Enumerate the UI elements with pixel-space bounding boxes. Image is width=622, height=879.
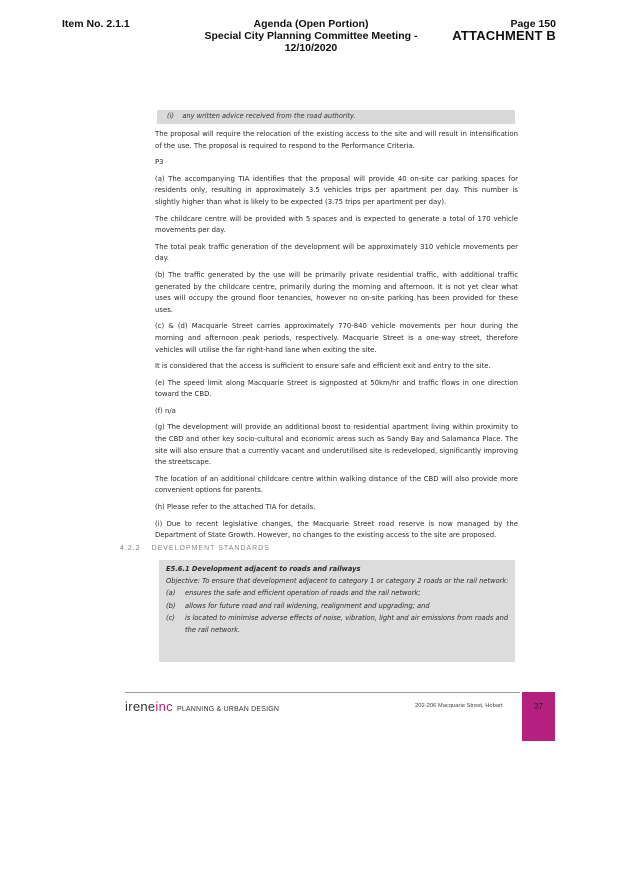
paragraph: (h) Please refer to the attached TIA for details. [155,503,316,512]
standard-item [166,587,510,599]
paragraph: It is considered that the access is sufficient to ensure safe and efficient exit and entry to the site. [155,362,491,371]
brand-inc: inc [155,699,173,714]
paragraph: The total peak traffic generation of the development will be approximately 310 vehicle movements per day. [155,242,518,263]
page-label: Page 150 [510,18,556,30]
section-heading [120,545,270,552]
brand-logo [125,698,279,716]
agenda-title [180,18,442,54]
paragraph: (c) & (d) Macquarie Street carries approximately 770-840 vehicle movements per hour during the morning and afternoon peak periods, respectively. Macquarie Street is a one-way street, therefore vehicles will utilise the far right-hand lane when exiting the site. [155,322,518,354]
paragraph: The location of an additional childcare centre within walking distance of the CBD will also provide more convenient options for parents. [155,474,518,495]
footer-address: 202-206 Macquarie Street, Hobart [415,703,503,709]
paragraph: The proposal will require the relocation of the existing access to the site and will result in intensification of the use. The proposal is required to respond to the Performance Criteria. [155,130,518,150]
body-text [155,129,518,547]
attachment-label: ATTACHMENT B [452,28,556,43]
page-header [0,0,622,54]
standard-item-key: (b) [166,601,176,610]
standard-item [166,612,510,636]
brand-tagline: PLANNING & URBAN DESIGN [176,706,280,713]
paragraph: (g) The development will provide an additional boost to residential apartment living within proximity to the CBD and other key socio-cultural and economic areas such as Sandy Bay and Salamanca Place. The site will also ensure that a currently vacant and underutilised site is redeveloped, significantly improving the streetscape. [155,423,518,467]
standard-item-text: is located to minimise adverse effects of noise, vibration, light and air emissions from roads and the rail network. [185,613,509,635]
standard-item-key: (c) [166,613,175,622]
quote-box-text: (i) any written advice received from the road authority. [167,112,356,120]
paragraph: P3 [155,158,164,167]
paragraph: The childcare centre will be provided with 5 spaces and is expected to generate a total of 170 vehicle movements per day. [155,214,518,235]
paragraph: (i) Due to recent legislative changes, the Macquarie Street road reserve is now managed by the Department of State Growth. However, no changes to the existing access to the site are proposed. [155,519,518,540]
paragraph: (e) The speed limit along Macquarie Street is signposted at 50km/hr and traffic flows in one direction toward the CBD. [155,378,518,399]
paragraph: (b) The traffic generated by the use will be primarily private residential traffic, with additional traffic generated by the childcare centre, primarily during the morning and afternoon. It is not yet clear what uses will occupy the ground floor tenancies, however no on-site parking has been provided for these uses. [155,270,518,314]
agenda-line-2: Special City Planning Committee Meeting - 12/10/2020 [204,30,418,54]
standard-objective: Objective: To ensure that development adjacent to category 1 or category 2 roads or the rail network: [166,577,509,586]
page-label-block [452,18,556,42]
brand-irene: irene [125,699,156,714]
standard-box-content [166,563,510,636]
section-title: DEVELOPMENT STANDARDS [151,545,270,552]
page-number-tab [522,692,555,741]
item-number: Item No. 2.1.1 [62,18,130,30]
standard-item-text: ensures the safe and efficient operation of roads and the rail network; [185,589,421,598]
standard-item-key: (a) [166,589,176,598]
paragraph: (f) n/a [155,406,176,415]
paragraph: (a) The accompanying TIA identifies that the proposal will provide 40 on-site car parking spaces for residents only, resulting in approximately 3.5 vehicles trips per apartment per day. This number is slightly higher than what is likely to be expected (3.75 trips per apartment per day). [155,174,518,206]
quote-box [157,110,515,124]
standard-box [159,560,515,662]
footer-divider [125,692,520,693]
agenda-line-1: Agenda (Open Portion) [253,18,369,30]
section-number: 4.2.2 [120,545,141,552]
page-number: 37 [534,702,543,711]
standard-title: E5.6.1 Development adjacent to roads and railways [166,565,361,573]
standard-item-text: allows for future road and rail widening, realignment and upgrading; and [185,601,430,610]
standard-item [166,600,510,612]
